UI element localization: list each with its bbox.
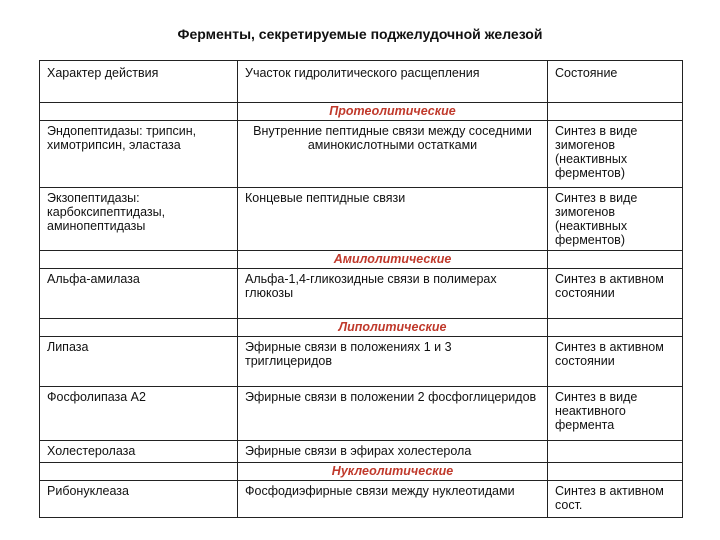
enzymes-table: [39, 60, 683, 518]
synthesis-state: Синтез в виде неактивного фермента: [548, 387, 683, 441]
cleavage-site: Эфирные связи в положении 2 фосфоглицеридов: [238, 387, 548, 441]
table-header-row: [40, 61, 683, 103]
section-proteolytic: Протеолитические: [238, 103, 548, 121]
cleavage-site: Эфирные связи в эфирах холестерола: [238, 441, 548, 463]
cleavage-site: Фосфодиэфирные связи между нуклеотидами: [238, 481, 548, 518]
enzyme-name: Липаза: [40, 337, 238, 387]
section-row: [40, 103, 683, 121]
enzyme-name: Экзопептидазы: карбоксипептидазы, аминопептидазы: [40, 188, 238, 251]
table-row: [40, 269, 683, 319]
section-row: [40, 319, 683, 337]
section-lipolytic: Липолитические: [238, 319, 548, 337]
enzyme-name: Эндопептидазы: трипсин, химотрипсин, эластаза: [40, 121, 238, 188]
synthesis-state: Синтез в виде зимогенов (неактивных ферментов): [548, 121, 683, 188]
table-row: [40, 121, 683, 188]
header-cleavage-site: Участок гидролитического расщепления: [238, 61, 548, 103]
enzyme-name: Рибонуклеаза: [40, 481, 238, 518]
table-row: [40, 337, 683, 387]
synthesis-state: Синтез в активном сост.: [548, 481, 683, 518]
synthesis-state: Синтез в виде зимогенов (неактивных ферментов): [548, 188, 683, 251]
table-row: [40, 481, 683, 518]
cleavage-site: Концевые пептидные связи: [238, 188, 548, 251]
synthesis-state: Синтез в активном состоянии: [548, 337, 683, 387]
table-row: [40, 441, 683, 463]
section-amylolytic: Амилолитические: [238, 251, 548, 269]
cleavage-site: Внутренние пептидные связи между соседними аминокислотными остатками: [238, 121, 548, 188]
synthesis-state: Синтез в активном состоянии: [548, 269, 683, 319]
header-state: Состояние: [548, 61, 683, 103]
cleavage-site: Эфирные связи в положениях 1 и 3 триглицеридов: [238, 337, 548, 387]
section-nucleolytic: Нуклеолитические: [238, 463, 548, 481]
page-title: Ферменты, секретируемые поджелудочной железой: [177, 26, 543, 42]
section-row: [40, 251, 683, 269]
synthesis-state: [548, 441, 683, 463]
enzyme-name: Фосфолипаза А2: [40, 387, 238, 441]
section-row: [40, 463, 683, 481]
table-row: [40, 387, 683, 441]
cleavage-site: Альфа-1,4-гликозидные связи в полимерах глюкозы: [238, 269, 548, 319]
enzyme-name: Альфа-амилаза: [40, 269, 238, 319]
header-action-type: Характер действия: [40, 61, 238, 103]
enzyme-name: Холестеролаза: [40, 441, 238, 463]
table-row: [40, 188, 683, 251]
